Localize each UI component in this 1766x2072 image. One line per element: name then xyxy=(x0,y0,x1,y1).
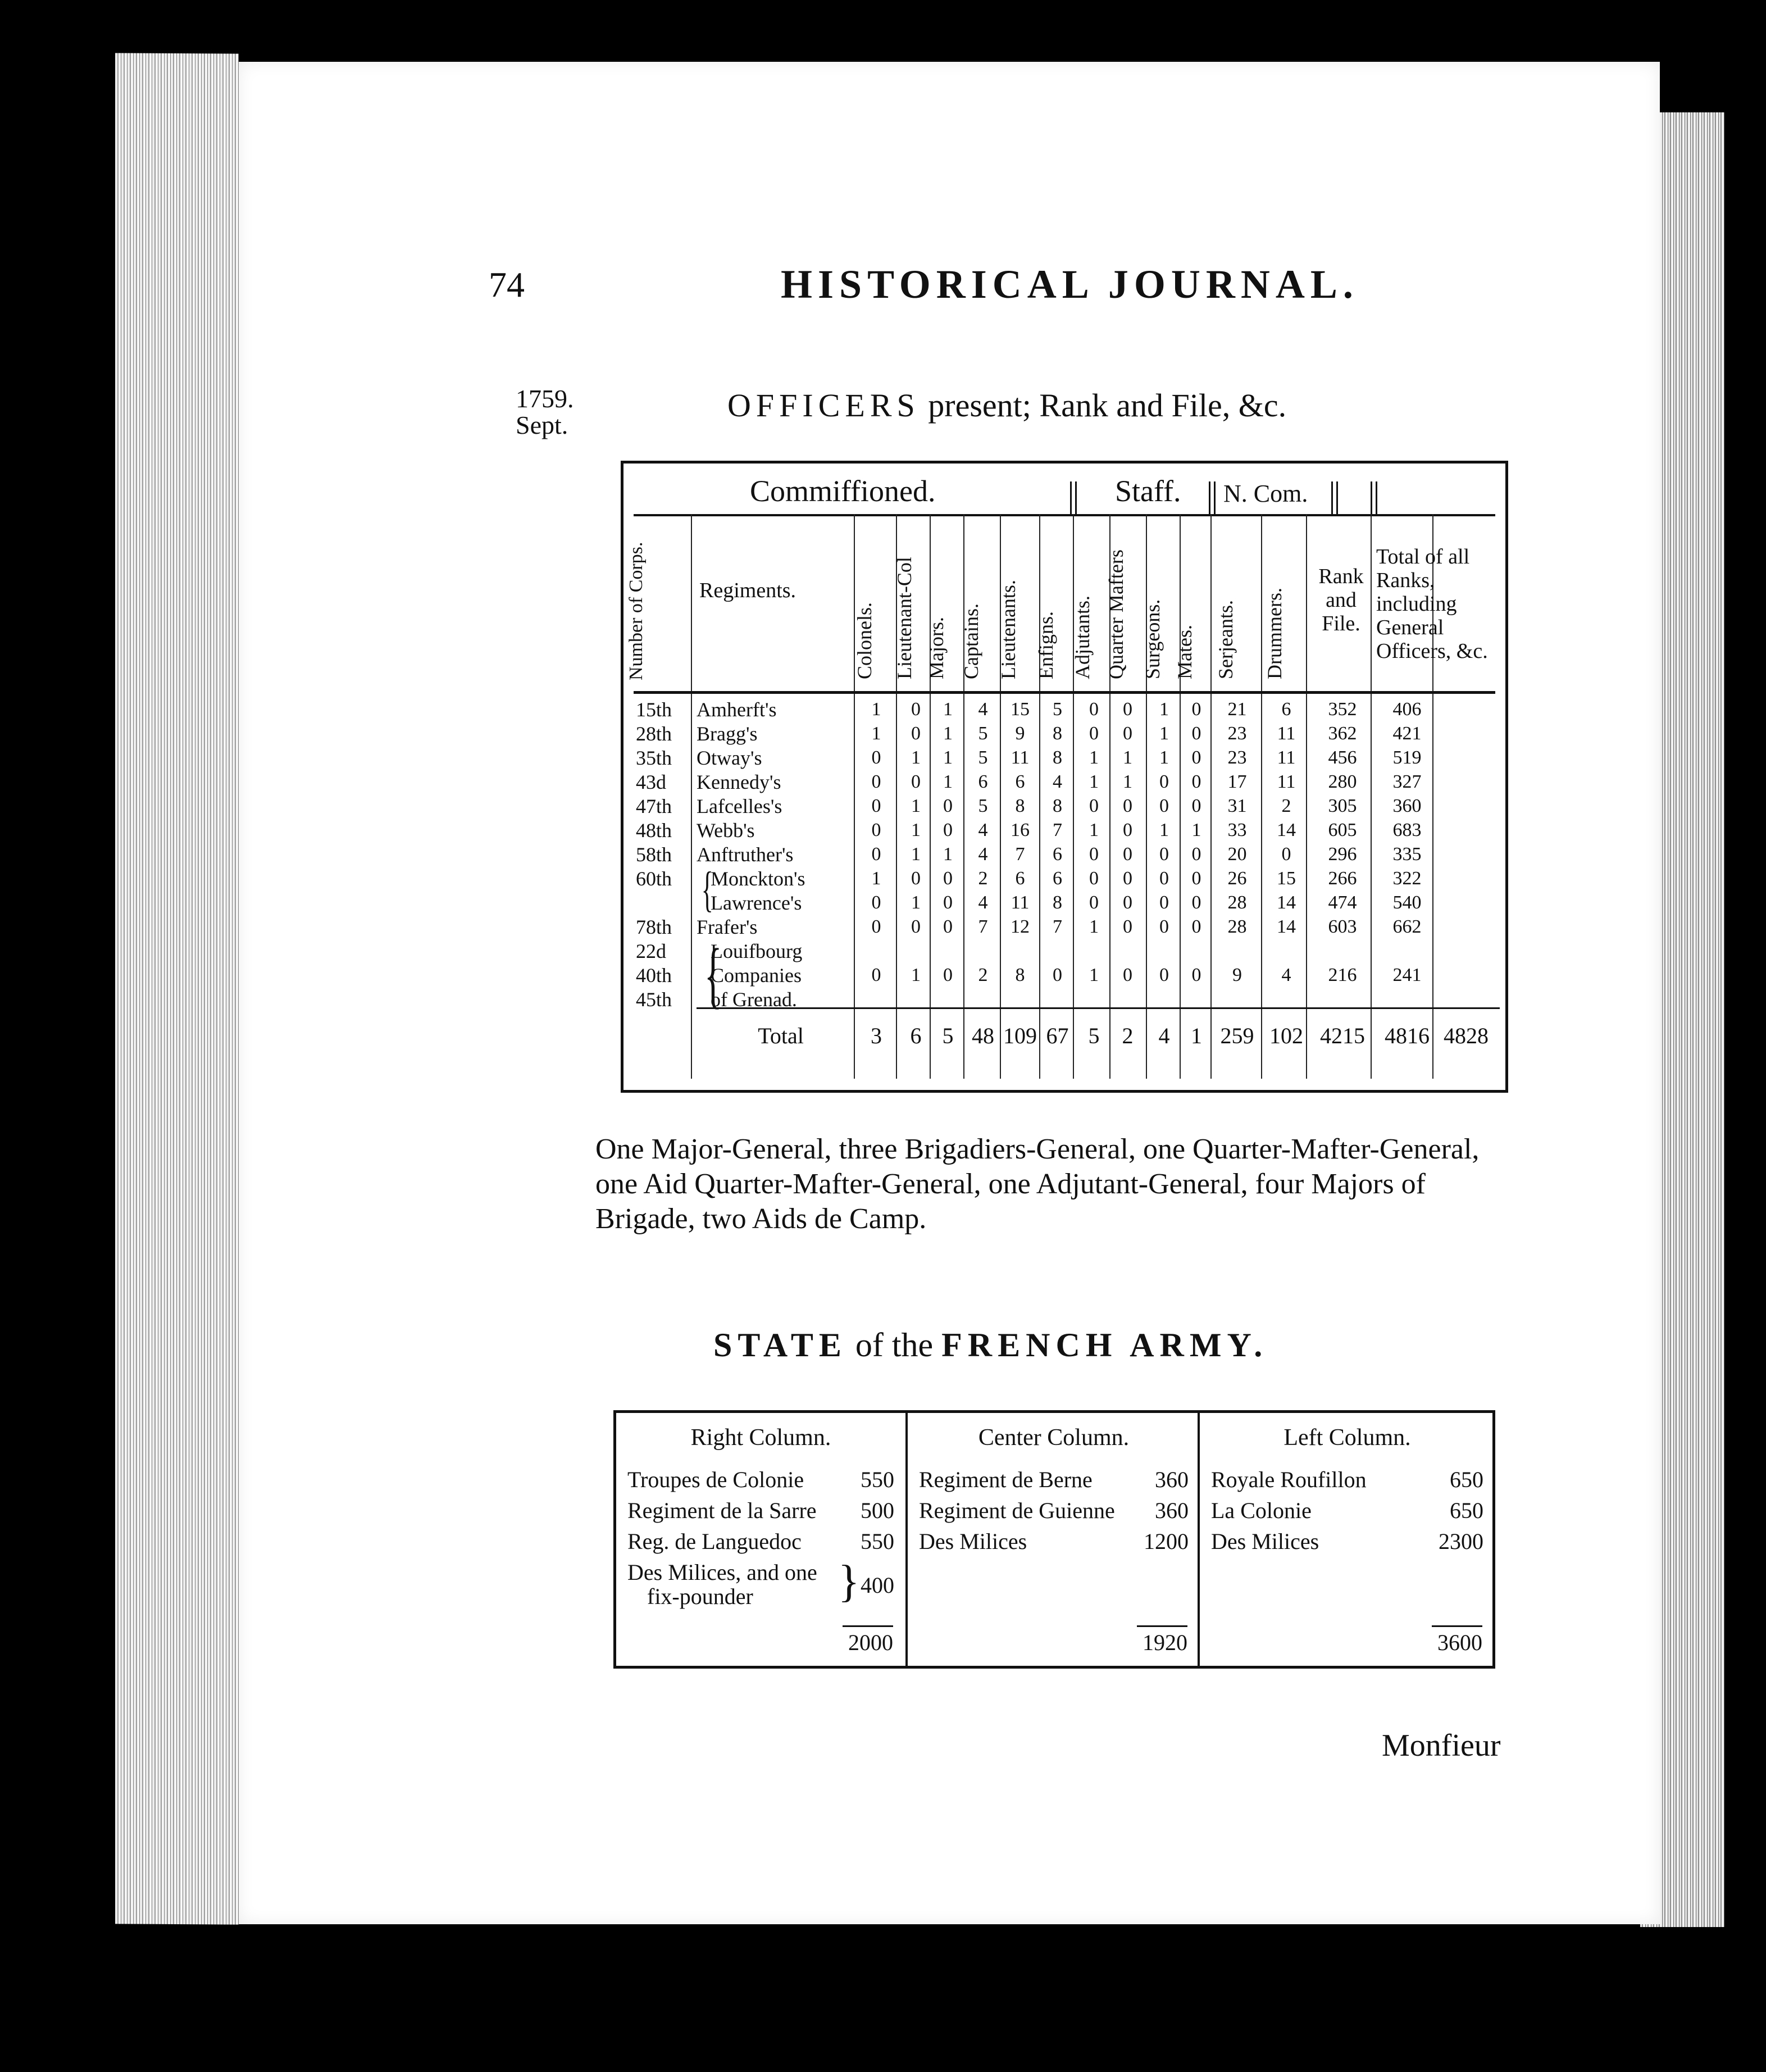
group-header-ncom: N. Com. xyxy=(1223,480,1308,507)
regiment-name: Webb's xyxy=(697,819,755,842)
table-cell: 23 xyxy=(1227,723,1247,744)
table-cell: 1 xyxy=(1159,723,1169,744)
corps-number: 28th xyxy=(636,723,672,745)
table-cell: 0 xyxy=(871,844,881,865)
regiment-name: Companies xyxy=(711,964,802,987)
table-cell: 605 xyxy=(1328,820,1357,840)
table-cell: 0 xyxy=(943,965,953,985)
corps-number: 78th xyxy=(636,916,672,938)
regiment-name: Monckton's xyxy=(711,867,805,890)
table-cell: 0 xyxy=(1191,771,1201,792)
title-rest: present; Rank and File, &c. xyxy=(920,387,1287,424)
header-mates: Mates. xyxy=(1173,625,1196,679)
french-column-header: Left Column. xyxy=(1283,1425,1411,1451)
french-unit-strength: 650 xyxy=(1450,1498,1483,1523)
total-cell: 5 xyxy=(942,1023,954,1048)
sum-rule xyxy=(1432,1625,1482,1627)
table-cell: 6 xyxy=(1053,844,1062,865)
column-rule xyxy=(854,514,855,1079)
header-number-of-corps: Number of Corps. xyxy=(626,542,647,680)
table-cell: 8 xyxy=(1015,965,1025,985)
table-cell: 0 xyxy=(1191,699,1201,720)
total-cell: 259 xyxy=(1220,1023,1254,1048)
table-cell: 0 xyxy=(1159,965,1169,985)
table-cell: 0 xyxy=(1089,868,1099,889)
regiment-name: of Grenad. xyxy=(711,988,797,1011)
column-rule xyxy=(1261,514,1262,1079)
table-cell: 4 xyxy=(1053,771,1062,792)
table-cell: 2 xyxy=(978,868,988,889)
french-unit-strength: 2300 xyxy=(1439,1529,1483,1554)
french-column xyxy=(905,1413,1200,1666)
french-column-header: Right Column. xyxy=(690,1425,831,1451)
table-cell: 474 xyxy=(1328,892,1357,913)
margin-month: Sept. xyxy=(516,411,568,439)
table-cell: 1 xyxy=(943,699,953,720)
table-cell: 4 xyxy=(978,844,988,865)
regiment-name: Amherft's xyxy=(697,698,777,721)
table-cell: 0 xyxy=(1191,965,1201,985)
table-cell: 4 xyxy=(978,699,988,720)
french-army-table xyxy=(613,1410,1495,1669)
table-cell: 1 xyxy=(871,868,881,889)
table-cell: 406 xyxy=(1392,699,1422,720)
french-unit-name: Regiment de Berne xyxy=(919,1467,1093,1492)
brace-glyph: { xyxy=(701,862,713,917)
table-cell: 0 xyxy=(911,723,921,744)
table-cell: 21 xyxy=(1227,699,1247,720)
table-cell: 0 xyxy=(943,916,953,937)
table-cell: 1 xyxy=(1089,747,1099,768)
table-cell: 0 xyxy=(871,965,881,985)
table-cell: 26 xyxy=(1227,868,1247,889)
header-surgeons: Surgeons. xyxy=(1141,599,1164,679)
table-cell: 0 xyxy=(1123,868,1132,889)
total-cell: 4828 xyxy=(1444,1023,1489,1048)
french-unit-strength: 550 xyxy=(861,1467,894,1492)
table-cell: 0 xyxy=(871,892,881,913)
table-cell: 0 xyxy=(911,699,921,720)
total-cell: 3 xyxy=(871,1023,882,1048)
column-rule xyxy=(1039,514,1040,1079)
french-column xyxy=(1198,1413,1495,1666)
header-serjeants: Serjeants. xyxy=(1214,600,1237,679)
french-unit-strength: 1200 xyxy=(1144,1529,1189,1554)
title-caps-french-army: FRENCH ARMY. xyxy=(941,1326,1268,1364)
table-cell: 15 xyxy=(1277,868,1296,889)
table-cell: 11 xyxy=(1011,892,1030,913)
total-cell: 2 xyxy=(1122,1023,1134,1048)
table-cell: 0 xyxy=(1191,916,1201,937)
corps-number: 43d xyxy=(636,771,666,793)
group-divider xyxy=(1070,481,1077,514)
table-cell: 33 xyxy=(1227,820,1247,840)
header-adjutants: Adjutants. xyxy=(1071,596,1094,679)
regiment-name: Lawrence's xyxy=(711,892,802,914)
column-rule xyxy=(1210,514,1212,1079)
french-unit-strength: 360 xyxy=(1155,1467,1189,1492)
table-cell: 0 xyxy=(1123,820,1132,840)
table-cell: 0 xyxy=(1123,892,1132,913)
table-cell: 28 xyxy=(1227,916,1247,937)
table-cell: 0 xyxy=(1053,965,1062,985)
table-cell: 31 xyxy=(1227,796,1247,816)
french-unit-strength: 400 xyxy=(861,1573,894,1598)
french-column-total: 1920 xyxy=(1143,1630,1187,1655)
general-officers-note: One Major-General, three Brigadiers-General, one Quarter-Mafter-General, one Aid Quarter-Mafter-General, one Adjutant-General, four Majors of Brigade, two Aids de Camp. xyxy=(595,1133,1480,1235)
table-cell: 0 xyxy=(1089,796,1099,816)
table-cell: 1 xyxy=(1089,771,1099,792)
table-cell: 280 xyxy=(1328,771,1357,792)
french-unit-name: Troupes de Colonie xyxy=(627,1467,804,1492)
table-cell: 23 xyxy=(1227,747,1247,768)
title-caps-state: STATE xyxy=(713,1326,847,1364)
table-cell: 0 xyxy=(1159,916,1169,937)
table-cell: 296 xyxy=(1328,844,1357,865)
total-cell: 48 xyxy=(972,1023,994,1048)
french-unit-name: Regiment de la Sarre xyxy=(627,1498,817,1523)
table-cell: 14 xyxy=(1277,916,1296,937)
table-cell: 2 xyxy=(1281,796,1291,816)
corps-number: 40th xyxy=(636,964,672,987)
officers-table xyxy=(621,461,1508,1093)
title-caps: OFFICERS xyxy=(727,387,920,424)
corps-number: 47th xyxy=(636,795,672,817)
table-cell: 0 xyxy=(1159,796,1169,816)
total-cell: 6 xyxy=(910,1023,922,1048)
french-unit-strength: 500 xyxy=(861,1498,894,1523)
table-cell: 241 xyxy=(1392,965,1422,985)
table-cell: 20 xyxy=(1227,844,1247,865)
header-quarter-masters: Quarter Mafters xyxy=(1104,549,1127,679)
column-rule xyxy=(963,514,964,1079)
table-cell: 9 xyxy=(1015,723,1025,744)
table-cell: 5 xyxy=(1053,699,1062,720)
table-cell: 0 xyxy=(871,916,881,937)
table-cell: 8 xyxy=(1053,723,1062,744)
table-cell: 11 xyxy=(1011,747,1030,768)
table-cell: 6 xyxy=(1053,868,1062,889)
sum-rule xyxy=(843,1625,893,1627)
table-cell: 1 xyxy=(1191,820,1201,840)
table-cell: 8 xyxy=(1053,892,1062,913)
french-unit-name: La Colonie xyxy=(1211,1498,1312,1523)
column-rule xyxy=(1180,514,1181,1079)
table-cell: 1 xyxy=(911,820,921,840)
header-ensigns: Enfigns. xyxy=(1034,611,1057,679)
table-cell: 6 xyxy=(1015,771,1025,792)
table-cell: 1 xyxy=(1123,771,1132,792)
corps-number: 35th xyxy=(636,747,672,769)
table-cell: 0 xyxy=(1159,844,1169,865)
header-regiments: Regiments. xyxy=(699,579,796,602)
table-cell: 9 xyxy=(1232,965,1242,985)
total-cell: 4 xyxy=(1158,1023,1170,1048)
table-cell: 1 xyxy=(943,771,953,792)
table-cell: 335 xyxy=(1392,844,1422,865)
table-cell: 11 xyxy=(1277,771,1296,792)
group-header-commissioned: Commiffioned. xyxy=(750,474,936,508)
page-number: 74 xyxy=(489,265,525,305)
table-cell: 266 xyxy=(1328,868,1357,889)
table-cell: 0 xyxy=(871,771,881,792)
table-cell: 1 xyxy=(911,892,921,913)
table-cell: 0 xyxy=(1123,916,1132,937)
table-cell: 322 xyxy=(1392,868,1422,889)
total-cell: 4215 xyxy=(1320,1023,1365,1048)
table-cell: 0 xyxy=(871,747,881,768)
table-cell: 1 xyxy=(943,844,953,865)
table-cell: 0 xyxy=(1089,892,1099,913)
table-cell: 352 xyxy=(1328,699,1357,720)
regiment-name: Bragg's xyxy=(697,723,758,745)
table-cell: 0 xyxy=(1191,844,1201,865)
french-unit-name: Reg. de Languedoc xyxy=(627,1529,802,1554)
french-unit-name: Des Milices, and one xyxy=(627,1560,817,1585)
table-cell: 15 xyxy=(1011,699,1030,720)
table-cell: 4 xyxy=(1281,965,1291,985)
table-cell: 0 xyxy=(911,916,921,937)
table-cell: 1 xyxy=(1089,820,1099,840)
table-cell: 683 xyxy=(1392,820,1422,840)
table-cell: 0 xyxy=(1123,796,1132,816)
table-cell: 0 xyxy=(943,868,953,889)
french-unit-name: Royale Roufillon xyxy=(1211,1467,1367,1492)
table-cell: 0 xyxy=(1123,699,1132,720)
table-cell: 0 xyxy=(1191,723,1201,744)
table-cell: 6 xyxy=(1015,868,1025,889)
table-cell: 0 xyxy=(1123,844,1132,865)
table-cell: 1 xyxy=(911,747,921,768)
table-cell: 1 xyxy=(911,844,921,865)
table-cell: 216 xyxy=(1328,965,1357,985)
french-unit-strength: 650 xyxy=(1450,1467,1483,1492)
french-column-total: 3600 xyxy=(1437,1630,1482,1655)
french-column-total: 2000 xyxy=(848,1630,893,1655)
total-cell: 67 xyxy=(1046,1023,1069,1048)
french-unit-name: Des Milices xyxy=(1211,1529,1319,1554)
table-cell: 14 xyxy=(1277,820,1296,840)
table-cell: 1 xyxy=(1089,916,1099,937)
table-cell: 7 xyxy=(1053,916,1062,937)
regiment-name: Lafcelles's xyxy=(697,795,782,817)
total-label: Total xyxy=(758,1023,804,1048)
table-cell: 0 xyxy=(1281,844,1291,865)
table-cell: 0 xyxy=(1191,868,1201,889)
table-cell: 7 xyxy=(1015,844,1025,865)
header-total-all-ranks: Total of all Ranks, including General Officers, &c. xyxy=(1376,545,1488,663)
regiment-name: Otway's xyxy=(697,747,762,769)
corps-number: 22d xyxy=(636,940,666,962)
regiment-name: Frafer's xyxy=(697,916,758,938)
table-cell: 1 xyxy=(911,965,921,985)
margin-year: 1759. xyxy=(516,384,574,413)
table-cell: 0 xyxy=(1191,892,1201,913)
sum-rule xyxy=(1137,1625,1187,1627)
table-cell: 362 xyxy=(1328,723,1357,744)
french-column xyxy=(616,1413,905,1666)
table-cell: 0 xyxy=(911,771,921,792)
french-column-header: Center Column. xyxy=(978,1425,1130,1451)
title-of-the: of the xyxy=(846,1326,942,1364)
table-cell: 12 xyxy=(1011,916,1030,937)
french-unit-name: Regiment de Guienne xyxy=(919,1498,1115,1523)
table-cell: 421 xyxy=(1392,723,1422,744)
corps-number: 15th xyxy=(636,698,672,721)
table-cell: 1 xyxy=(911,796,921,816)
group-rule xyxy=(634,514,1495,516)
group-divider xyxy=(1209,481,1216,514)
table-cell: 16 xyxy=(1011,820,1030,840)
french-unit-strength: 550 xyxy=(861,1529,894,1554)
table-cell: 1 xyxy=(1123,747,1132,768)
total-cell: 109 xyxy=(1003,1023,1037,1048)
header-lieutenants: Lieutenants. xyxy=(997,580,1019,679)
group-divider xyxy=(1371,481,1377,514)
header-lieutenant-col: Lieutenant-Col xyxy=(893,557,916,679)
table-cell: 0 xyxy=(1159,868,1169,889)
corps-number: 58th xyxy=(636,843,672,866)
table-cell: 5 xyxy=(978,796,988,816)
table-cell: 4 xyxy=(978,820,988,840)
table-cell: 1 xyxy=(871,723,881,744)
table-cell: 7 xyxy=(978,916,988,937)
table-cell: 603 xyxy=(1328,916,1357,937)
brace-glyph: { xyxy=(704,933,722,1016)
table-cell: 0 xyxy=(943,820,953,840)
table-cell: 0 xyxy=(1089,699,1099,720)
table-cell: 0 xyxy=(1159,771,1169,792)
regiment-name: Anftruther's xyxy=(697,843,794,866)
table-cell: 0 xyxy=(871,796,881,816)
table-cell: 11 xyxy=(1277,723,1296,744)
table-cell: 0 xyxy=(943,892,953,913)
regiment-name: Louifbourg xyxy=(711,940,803,962)
header-captains: Captains. xyxy=(960,603,982,679)
table-cell: 360 xyxy=(1392,796,1422,816)
total-rule xyxy=(697,1007,1500,1009)
table-cell: 1 xyxy=(1159,747,1169,768)
table-cell: 0 xyxy=(871,820,881,840)
french-unit-strength: 360 xyxy=(1155,1498,1189,1523)
officers-table-title xyxy=(727,387,1286,424)
table-cell: 14 xyxy=(1277,892,1296,913)
table-cell: 5 xyxy=(978,723,988,744)
table-cell: 0 xyxy=(943,796,953,816)
page-edges-left xyxy=(115,53,239,1924)
regiment-name: Kennedy's xyxy=(697,771,781,793)
corps-number: 60th xyxy=(636,867,672,890)
table-cell: 0 xyxy=(1123,965,1132,985)
table-cell: 662 xyxy=(1392,916,1422,937)
table-cell: 1 xyxy=(943,747,953,768)
table-cell: 1 xyxy=(1159,820,1169,840)
french-unit-name: Des Milices xyxy=(919,1529,1027,1554)
running-head: HISTORICAL JOURNAL. xyxy=(781,262,1359,307)
catchword: Monfieur xyxy=(1382,1728,1501,1763)
table-cell: 0 xyxy=(1159,892,1169,913)
header-drummers: Drummers. xyxy=(1263,588,1286,679)
column-rule xyxy=(691,514,692,1079)
group-divider xyxy=(1331,481,1338,514)
table-cell: 11 xyxy=(1277,747,1296,768)
header-rule xyxy=(634,691,1495,694)
french-army-title xyxy=(713,1326,1268,1365)
group-header-staff: Staff. xyxy=(1115,474,1181,508)
table-cell: 8 xyxy=(1053,747,1062,768)
total-cell: 4816 xyxy=(1385,1023,1430,1048)
table-cell: 540 xyxy=(1392,892,1422,913)
table-cell: 0 xyxy=(1123,723,1132,744)
total-cell: 5 xyxy=(1088,1023,1100,1048)
table-cell: 1 xyxy=(1089,965,1099,985)
table-cell: 1 xyxy=(943,723,953,744)
total-cell: 102 xyxy=(1269,1023,1303,1048)
table-cell: 0 xyxy=(1089,844,1099,865)
table-cell: 5 xyxy=(978,747,988,768)
table-cell: 7 xyxy=(1053,820,1062,840)
table-cell: 6 xyxy=(1281,699,1291,720)
table-cell: 519 xyxy=(1392,747,1422,768)
total-cell: 1 xyxy=(1191,1023,1202,1048)
header-rank-and-file: Rank and File. xyxy=(1318,565,1364,635)
table-cell: 0 xyxy=(1089,723,1099,744)
table-cell: 2 xyxy=(978,965,988,985)
table-cell: 17 xyxy=(1227,771,1247,792)
french-unit-name: fix-pounder xyxy=(647,1584,753,1609)
table-cell: 305 xyxy=(1328,796,1357,816)
table-cell: 8 xyxy=(1015,796,1025,816)
table-cell: 0 xyxy=(1191,796,1201,816)
corps-number: 48th xyxy=(636,819,672,842)
header-colonels: Colonels. xyxy=(853,602,876,679)
table-cell: 0 xyxy=(1191,747,1201,768)
table-cell: 327 xyxy=(1392,771,1422,792)
table-cell: 1 xyxy=(871,699,881,720)
brace-glyph: } xyxy=(838,1557,860,1606)
table-cell: 456 xyxy=(1328,747,1357,768)
table-cell: 8 xyxy=(1053,796,1062,816)
table-cell: 6 xyxy=(978,771,988,792)
table-cell: 0 xyxy=(911,868,921,889)
table-cell: 1 xyxy=(1159,699,1169,720)
corps-number: 45th xyxy=(636,988,672,1011)
header-majors: Majors. xyxy=(925,617,948,679)
table-cell: 28 xyxy=(1227,892,1247,913)
table-cell: 4 xyxy=(978,892,988,913)
